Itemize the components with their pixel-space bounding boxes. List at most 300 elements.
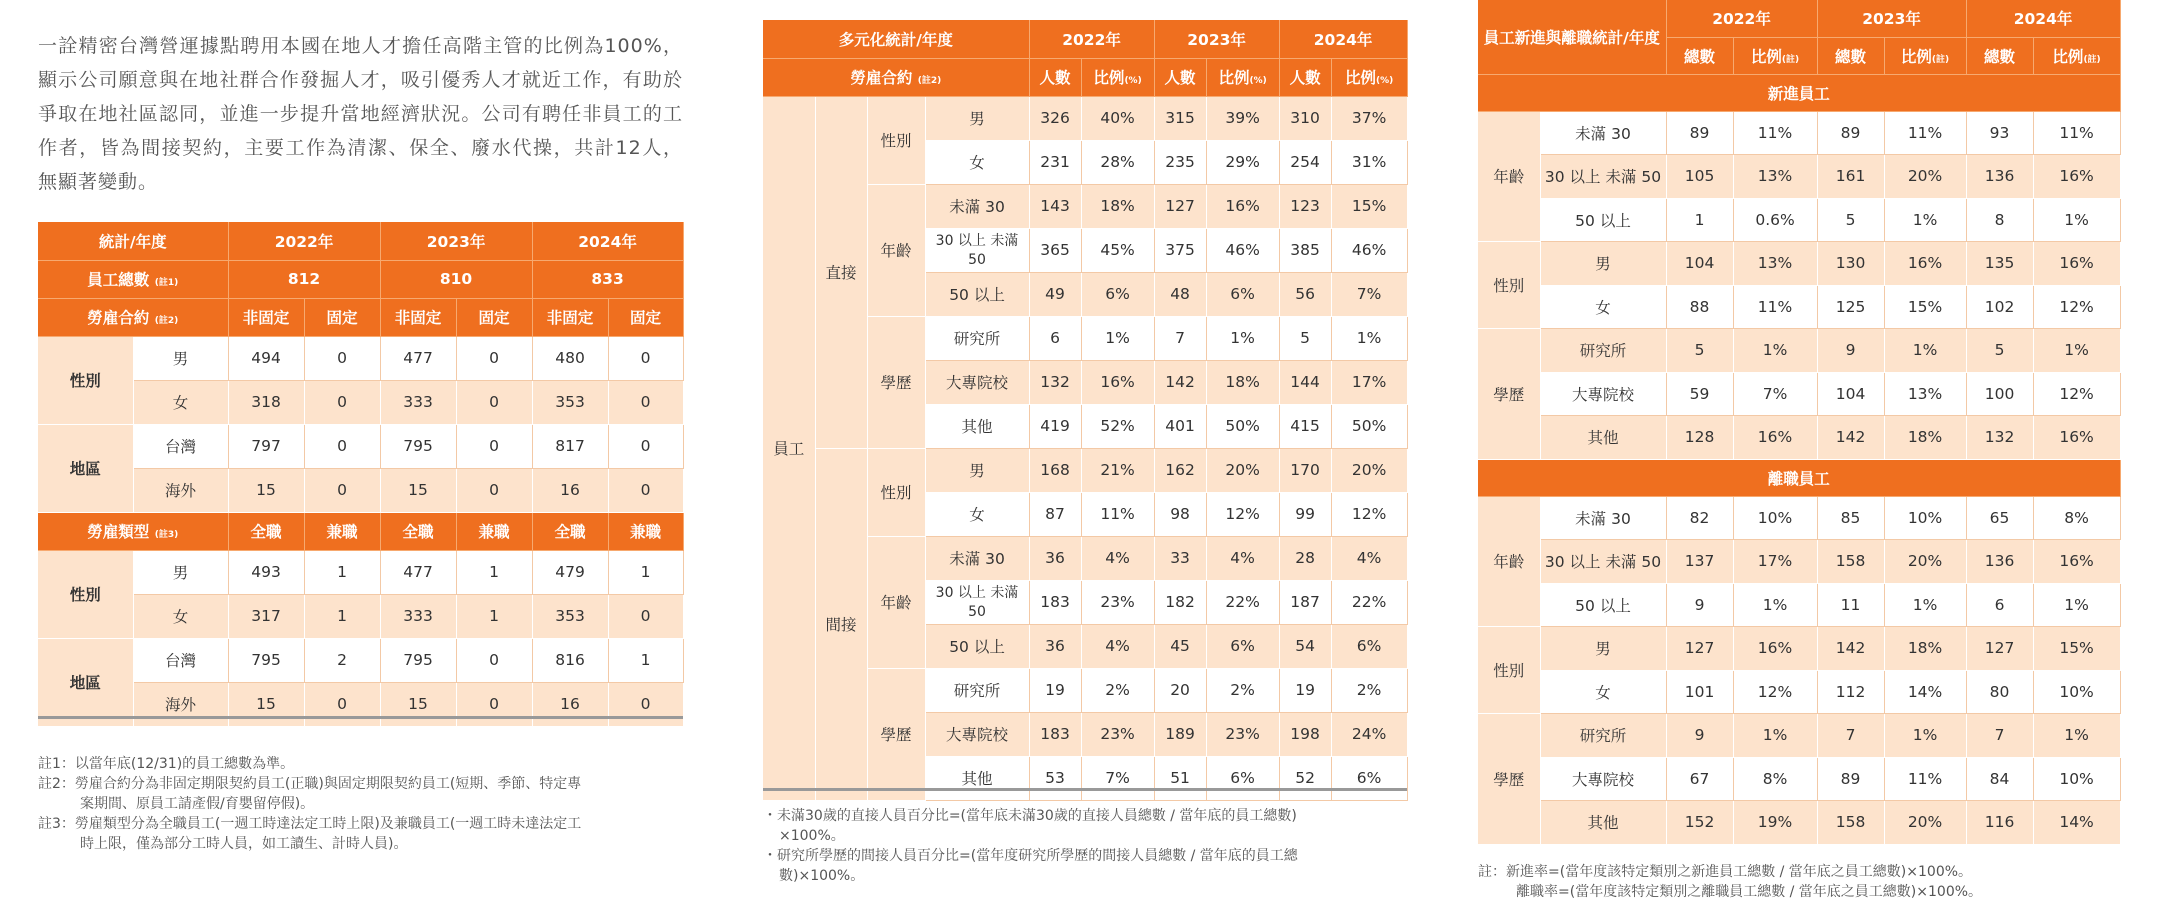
cell-value: 89 [1666,111,1733,155]
cell-value: 4% [1081,624,1154,668]
column-header: 兼職 [456,512,532,550]
cell-value: 168 [1029,448,1081,492]
cell-value: 48 [1154,272,1206,316]
cell-value: 123 [1279,184,1331,228]
cell-value: 2% [1206,668,1279,712]
cell-value: 9 [1666,714,1733,758]
column-header: 兼職 [304,512,380,550]
cell-value: 0 [456,424,532,468]
table-bottom-rule [38,716,683,719]
cell-value: 14% [2033,801,2120,845]
cell-value: 23% [1081,712,1154,756]
unit-marker: (%) [1249,76,1267,86]
column-header: 總數 [1817,37,1884,74]
row-label: 50 以上 [925,624,1029,668]
cell-value: 15 [380,682,456,726]
cell-value: 1% [1884,714,1966,758]
column-header: 兼職 [608,512,683,550]
cell-value: 11 [1817,583,1884,627]
cell-value: 1 [608,550,683,594]
cell-value: 104 [1666,242,1733,286]
ratio-label: 比例 [1750,47,1782,66]
cell-value: 12% [2033,372,2120,416]
row-label: 其他 [925,404,1029,448]
cell-value: 7 [1817,714,1884,758]
cell-value: 235 [1154,140,1206,184]
cell-value: 6% [1331,756,1407,800]
total-value: 833 [532,260,683,298]
cell-value: 198 [1279,712,1331,756]
row-label: 研究所 [925,316,1029,360]
footnote-marker: (註) [2083,54,2101,65]
cell-value: 46% [1206,228,1279,272]
cell-value: 1 [304,550,380,594]
cell-value: 183 [1029,712,1081,756]
cell-value: 116 [1966,801,2033,845]
cell-value: 187 [1279,580,1331,624]
cell-value: 231 [1029,140,1081,184]
column-header: 總數 [1966,37,2033,74]
row-label [925,228,1029,272]
cell-value: 87 [1029,492,1081,536]
cell-value: 12% [1331,492,1407,536]
row-label [925,580,1029,624]
cell-value: 795 [228,638,304,682]
cell-value: 8% [1733,757,1817,801]
row-label: 研究所 [925,668,1029,712]
cell-value: 125 [1817,285,1884,329]
row-label: 女 [1540,670,1666,714]
cell-value: 16 [532,468,608,512]
row-label: 男 [133,336,228,380]
row-label: 未滿 30 [925,184,1029,228]
cell-value: 136 [1966,155,2033,199]
category-label: 學歷 [867,668,925,800]
cell-value: 797 [228,424,304,468]
row-label: 50 以上 [925,272,1029,316]
cell-value: 16 [532,682,608,726]
cell-value: 816 [532,638,608,682]
footnote-marker: (註2) [154,316,179,326]
cell-value: 16% [2033,242,2120,286]
cell-value: 4% [1206,536,1279,580]
cell-value: 46% [1331,228,1407,272]
cell-value: 9 [1817,329,1884,373]
row-label: 女 [133,594,228,638]
cell-value: 1% [1733,583,1817,627]
cell-value: 333 [380,594,456,638]
cell-value: 89 [1817,111,1884,155]
cell-value: 5 [1966,329,2033,373]
row-label: 大專院校 [925,360,1029,404]
note-line: 註：新進率=(當年度該特定類別之新進員工總數 / 當年底之員工總數)×100%。 [1478,864,1973,880]
row-label: 男 [925,96,1029,140]
cell-value: 0 [608,468,683,512]
cell-value: 6 [1029,316,1081,360]
year-header: 2023年 [1817,0,1966,37]
cell-value: 18% [1884,416,1966,460]
total-label [38,260,228,298]
cell-value: 10% [2033,757,2120,801]
row-label: 30 以上 未滿 50 [1540,155,1666,199]
cell-value: 132 [1029,360,1081,404]
cell-value: 0 [456,336,532,380]
row-label: 大專院校 [1540,372,1666,416]
cell-value: 15% [2033,627,2120,671]
header-label: 多元化統計/年度 [763,20,1029,58]
cell-value: 102 [1966,285,2033,329]
cell-value: 0 [456,468,532,512]
cell-value: 13% [1733,155,1817,199]
ratio-label: 比例 [1093,69,1125,87]
year-header: 2022年 [1029,20,1154,58]
left-table-notes [38,754,698,854]
cell-value: 31% [1331,140,1407,184]
cell-value: 11% [1884,111,1966,155]
cell-value: 132 [1966,416,2033,460]
cell-value: 16% [1081,360,1154,404]
category-label: 學歷 [867,316,925,448]
cell-value: 6% [1206,756,1279,800]
cell-value: 39% [1206,96,1279,140]
category-label: 年齡 [1478,111,1540,242]
column-header [1733,37,1817,74]
cell-value: 20% [1206,448,1279,492]
cell-value: 1% [1884,198,1966,242]
cell-value: 101 [1666,670,1733,714]
cell-value: 1 [456,550,532,594]
column-header: 全職 [532,512,608,550]
cell-value: 82 [1666,496,1733,540]
footnote-marker: (註) [1781,54,1800,65]
type-label [38,512,228,550]
cell-value: 477 [380,550,456,594]
cell-value: 1% [1733,714,1817,758]
cell-value: 6 [1966,583,2033,627]
note-line: ×100%。 [779,828,845,844]
row-label: 50 以上 [1540,198,1666,242]
cell-value: 2 [304,638,380,682]
cell-value: 477 [380,336,456,380]
cell-value: 7% [1331,272,1407,316]
cell-value: 158 [1817,540,1884,584]
row-label: 50 以上 [1540,583,1666,627]
cell-value: 16% [2033,540,2120,584]
cell-value: 15% [1331,184,1407,228]
cell-value: 385 [1279,228,1331,272]
cell-value: 11% [1733,111,1817,155]
column-header [1081,58,1154,96]
cell-value: 16% [2033,416,2120,460]
cell-value: 14% [1884,670,1966,714]
cell-value: 98 [1154,492,1206,536]
cell-value: 28% [1081,140,1154,184]
cell-value: 6% [1331,624,1407,668]
cell-value: 317 [228,594,304,638]
cell-value: 143 [1029,184,1081,228]
cell-value: 1% [1206,316,1279,360]
year-header: 2024年 [1279,20,1407,58]
row-label-text: 30 以上 未滿 50 [935,233,1019,268]
cell-value: 16% [1733,627,1817,671]
group-label: 性別 [38,336,133,424]
column-header [1331,58,1407,96]
cell-value: 23% [1206,712,1279,756]
ratio-label: 比例 [1218,69,1250,87]
row-label: 男 [133,550,228,594]
cell-value: 29% [1206,140,1279,184]
cell-value: 127 [1666,627,1733,671]
cell-value: 7 [1966,714,2033,758]
cell-value: 318 [228,380,304,424]
cell-value: 23% [1081,580,1154,624]
cell-value: 415 [1279,404,1331,448]
cell-value: 128 [1666,416,1733,460]
cell-value: 21% [1081,448,1154,492]
cell-value: 7 [1154,316,1206,360]
cell-value: 0 [456,638,532,682]
cell-value: 795 [380,638,456,682]
cell-value: 49 [1029,272,1081,316]
middle-table-notes [763,806,1423,886]
section-header: 新進員工 [1478,74,2120,111]
contract-label-text: 勞雇合約 [850,69,913,87]
intro-paragraph: 一詮精密台灣營運據點聘用本國在地人才擔任高階主管的比例為100%，顯示公司願意與在地社群合作發掘人才，吸引優秀人才就近工作，有助於爭取在地社區認同，並進一步提升當地經濟狀況。公司有聘任非員工的工作者，皆為間接契約，主要工作為清潔、保全、廢水代操，共計12人，無顯著變動。 [38,35,683,193]
row-label: 其他 [1540,801,1666,845]
note-line: 案期間、原員工請產假/育嬰留停假)。 [80,796,315,812]
cell-value: 1 [608,638,683,682]
cell-value: 0.6% [1733,198,1817,242]
cell-value: 401 [1154,404,1206,448]
header-label: 員工新進與離職統計/年度 [1478,0,1666,74]
group-label: 地區 [38,424,133,512]
cell-value: 40% [1081,96,1154,140]
cell-value: 24% [1331,712,1407,756]
row-label: 男 [1540,627,1666,671]
section-header: 離職員工 [1478,459,2120,496]
cell-value: 18% [1206,360,1279,404]
row-label: 大專院校 [1540,757,1666,801]
note-line: 註3：勞雇類型分為全職員工(一週工時達法定工時上限)及兼職員工(一週工時未達法定工 [38,816,582,832]
category-label: 性別 [1478,242,1540,329]
column-header: 固定 [456,298,532,336]
cell-value: 1% [2033,329,2120,373]
cell-value: 20% [1331,448,1407,492]
cell-value: 50% [1331,404,1407,448]
cell-value: 36 [1029,536,1081,580]
cell-value: 1 [304,594,380,638]
cell-value: 170 [1279,448,1331,492]
cell-value: 88 [1666,285,1733,329]
cell-value: 15 [228,682,304,726]
cell-value: 1 [456,594,532,638]
cell-value: 1% [1081,316,1154,360]
cell-value: 1% [2033,198,2120,242]
column-header: 人數 [1154,58,1206,96]
cell-value: 19 [1279,668,1331,712]
row-label: 其他 [925,756,1029,800]
column-header: 非固定 [228,298,304,336]
column-header [2033,37,2120,74]
cell-value: 11% [1733,285,1817,329]
cell-value: 5 [1279,316,1331,360]
note-line: ・研究所學歷的間接人員百分比=(當年度研究所學歷的間接人員總數 / 當年底的員工總 [763,848,1298,864]
cell-value: 1% [1884,583,1966,627]
cell-value: 17% [1331,360,1407,404]
cell-value: 310 [1279,96,1331,140]
year-header: 2022年 [1666,0,1817,37]
category-label: 性別 [867,96,925,184]
cell-value: 53 [1029,756,1081,800]
cell-value: 52 [1279,756,1331,800]
cell-value: 36 [1029,624,1081,668]
cell-value: 4% [1331,536,1407,580]
cell-value: 0 [608,380,683,424]
cell-value: 142 [1154,360,1206,404]
hiring-turnover-table [1478,0,2121,845]
cell-value: 67 [1666,757,1733,801]
cell-value: 10% [2033,670,2120,714]
row-label: 大專院校 [925,712,1029,756]
note-line: 註2：勞雇合約分為非固定期限契約員工(正職)與固定期限契約員工(短期、季節、特定專 [38,776,582,792]
cell-value: 11% [2033,111,2120,155]
column-header [1884,37,1966,74]
cell-value: 16% [1206,184,1279,228]
category-label: 學歷 [1478,714,1540,845]
cell-value: 326 [1029,96,1081,140]
row-label: 30 以上 未滿 50 [1540,540,1666,584]
cell-value: 52% [1081,404,1154,448]
cell-value: 419 [1029,404,1081,448]
cell-value: 162 [1154,448,1206,492]
cell-value: 0 [608,594,683,638]
cell-value: 104 [1817,372,1884,416]
cell-value: 37% [1331,96,1407,140]
cell-value: 0 [304,424,380,468]
cell-value: 0 [608,336,683,380]
cell-value: 1 [1666,198,1733,242]
cell-value: 4% [1081,536,1154,580]
cell-value: 333 [380,380,456,424]
row-label: 女 [925,140,1029,184]
cell-value: 135 [1966,242,2033,286]
cell-value: 8 [1966,198,2033,242]
cell-value: 130 [1817,242,1884,286]
cell-value: 15 [228,468,304,512]
cell-value: 127 [1154,184,1206,228]
column-header [1206,58,1279,96]
note-line: 數)×100%。 [779,868,865,884]
category-label: 性別 [1478,627,1540,714]
footnote-marker: (註) [1931,54,1950,65]
cell-value: 494 [228,336,304,380]
cell-value: 144 [1279,360,1331,404]
category-label: 年齡 [1478,496,1540,627]
table-bottom-rule [763,788,1407,791]
cell-value: 6% [1206,624,1279,668]
footnote-marker: (註2) [917,76,942,86]
cell-value: 20% [1884,540,1966,584]
contract-label [763,58,1029,96]
note-line: 時上限，僅為部分工時人員，如工讀生、計時人員)。 [80,836,408,852]
column-header: 總數 [1666,37,1733,74]
group-label: 性別 [38,550,133,638]
ratio-label: 比例 [1900,47,1932,66]
row-label: 未滿 30 [925,536,1029,580]
cell-value: 365 [1029,228,1081,272]
cell-value: 54 [1279,624,1331,668]
column-header: 固定 [608,298,683,336]
cell-value: 20 [1154,668,1206,712]
row-label-text: 30 以上 未滿 50 [935,585,1019,620]
year-header: 2024年 [1966,0,2120,37]
cell-value: 20% [1884,155,1966,199]
cell-value: 493 [228,550,304,594]
cell-value: 15% [1884,285,1966,329]
type-label-text: 勞雇類型 [87,523,150,541]
cell-value: 51 [1154,756,1206,800]
row-label: 男 [925,448,1029,492]
row-label: 女 [925,492,1029,536]
cell-value: 1% [1733,329,1817,373]
row-label: 未滿 30 [1540,496,1666,540]
diversity-statistics-table [763,20,1408,801]
cell-value: 137 [1666,540,1733,584]
contract-type-label: 間接 [815,448,867,800]
row-label: 女 [133,380,228,424]
cell-value: 85 [1817,496,1884,540]
total-value: 810 [380,260,532,298]
footnote-marker: (註1) [154,278,179,288]
cell-value: 84 [1966,757,2033,801]
total-label-text: 員工總數 [87,271,150,289]
row-label: 研究所 [1540,714,1666,758]
row-label: 海外 [133,468,228,512]
cell-value: 12% [1733,670,1817,714]
column-header: 非固定 [380,298,456,336]
category-label: 年齡 [867,536,925,668]
cell-value: 80 [1966,670,2033,714]
contract-label-text: 勞雇合約 [87,309,150,327]
cell-value: 17% [1733,540,1817,584]
cell-value: 105 [1666,155,1733,199]
cell-value: 100 [1966,372,2033,416]
column-header: 人數 [1279,58,1331,96]
note-line: 註1：以當年底(12/31)的員工總數為準。 [38,756,295,772]
row-label: 其他 [1540,416,1666,460]
cell-value: 353 [532,380,608,424]
cell-value: 22% [1331,580,1407,624]
cell-value: 33 [1154,536,1206,580]
cell-value: 315 [1154,96,1206,140]
unit-marker: (%) [1375,76,1394,86]
cell-value: 152 [1666,801,1733,845]
cell-value: 16% [2033,155,2120,199]
category-label: 年齡 [867,184,925,316]
cell-value: 20% [1884,801,1966,845]
row-label: 台灣 [133,638,228,682]
column-header: 人數 [1029,58,1081,96]
cell-value: 22% [1206,580,1279,624]
cell-value: 182 [1154,580,1206,624]
cell-value: 795 [380,424,456,468]
note-line: ・未滿30歲的直接人員百分比=(當年底未滿30歲的直接人員總數 / 當年底的員工總數) [763,808,1297,824]
cell-value: 0 [304,380,380,424]
cell-value: 16% [1733,416,1817,460]
cell-value: 142 [1817,627,1884,671]
cell-value: 0 [304,336,380,380]
total-value: 812 [228,260,380,298]
